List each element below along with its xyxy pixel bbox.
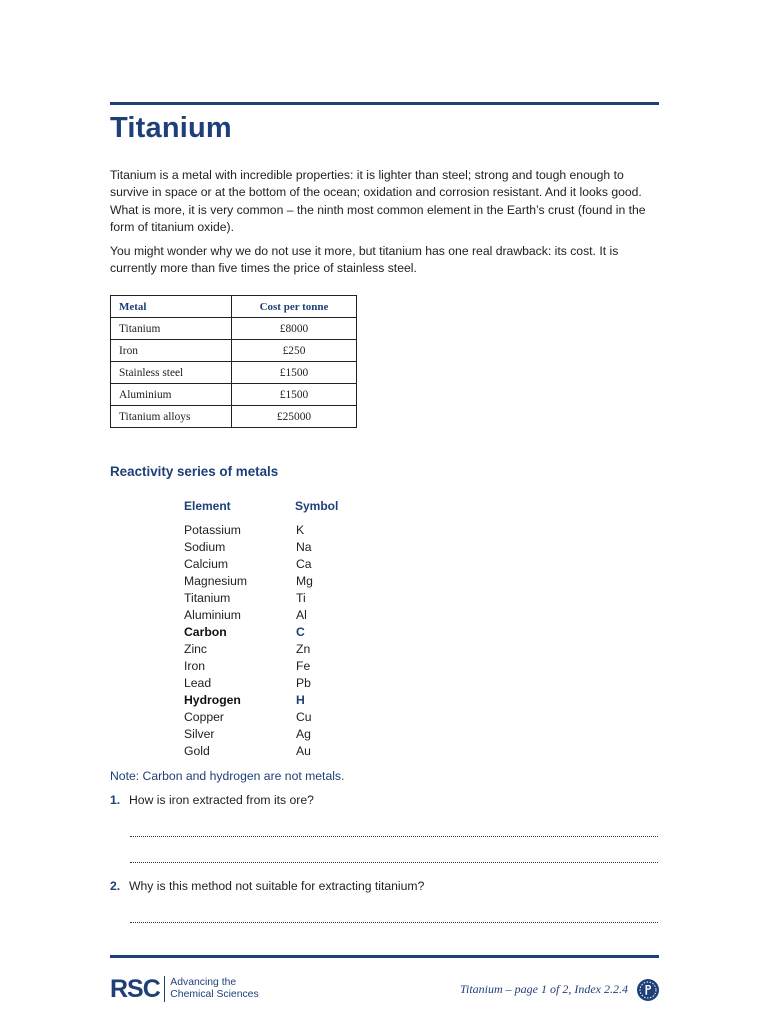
cost-cell: £25000 <box>232 406 357 428</box>
list-item <box>184 709 404 726</box>
list-item <box>184 573 404 590</box>
element-symbol: Cu <box>296 710 312 724</box>
element-symbol: C <box>296 625 305 639</box>
element-symbol: Mg <box>296 574 313 588</box>
list-item <box>184 607 404 624</box>
element-name: Gold <box>184 744 210 758</box>
logo-tagline-line-1: Advancing the <box>170 977 237 988</box>
intro-paragraph-2: You might wonder why we do not use it more, but titanium has one real drawback: its cost. It is currently more than five times the price of stainless steel. <box>110 244 619 276</box>
list-item <box>184 641 404 658</box>
table-row <box>111 384 357 406</box>
answer-line[interactable] <box>130 862 658 863</box>
list-item <box>184 743 404 760</box>
intro-paragraph-1: Titanium is a metal with incredible properties: it is lighter than steel; strong and tough enough to survive in space or at the bottom of the ocean; oxidation and corrosion resistant. And it looks good. What is more, it is very common – the ninth most common element in the Earth’s crust (found in the form of titanium oxide). <box>110 168 646 235</box>
element-symbol: Na <box>296 540 312 554</box>
question-number: 2. <box>110 879 121 893</box>
logo-divider <box>164 976 166 1002</box>
element-symbol: Ti <box>296 591 306 605</box>
element-name: Aluminium <box>184 608 241 622</box>
list-item <box>184 522 404 539</box>
list-item <box>184 590 404 607</box>
element-symbol: Zn <box>296 642 311 656</box>
table-row <box>111 318 357 340</box>
element-name: Copper <box>184 710 224 724</box>
element-symbol: Ca <box>296 557 312 571</box>
column-header-metal: Metal <box>111 296 232 318</box>
element-symbol: Ag <box>296 727 311 741</box>
element-name: Hydrogen <box>184 693 241 707</box>
header-rule <box>110 102 659 105</box>
element-name: Titanium <box>184 591 231 605</box>
element-symbol: Au <box>296 744 311 758</box>
element-name: Potassium <box>184 523 241 537</box>
element-name: Silver <box>184 727 215 741</box>
metal-cell: Stainless steel <box>111 362 232 384</box>
table-row <box>111 406 357 428</box>
element-name: Carbon <box>184 625 227 639</box>
table-row <box>111 362 357 384</box>
footer-rule <box>110 955 659 958</box>
element-name: Zinc <box>184 642 208 656</box>
symbol-column-header: Symbol <box>295 499 339 513</box>
list-item <box>184 726 404 743</box>
question-2 <box>110 879 424 893</box>
element-name: Lead <box>184 676 212 690</box>
rsc-logo <box>110 976 259 1002</box>
metal-cell: Titanium <box>111 318 232 340</box>
list-item <box>184 539 404 556</box>
answer-line[interactable] <box>130 922 658 923</box>
cost-cell: £1500 <box>232 362 357 384</box>
page-info: Titanium – page 1 of 2, Index 2.2.4 <box>460 982 628 996</box>
page-title: Titanium <box>110 112 232 144</box>
reactivity-list <box>184 522 404 760</box>
table-row <box>111 340 357 362</box>
list-item <box>184 675 404 692</box>
element-symbol: K <box>296 523 305 537</box>
cost-table <box>110 295 357 428</box>
answer-line[interactable] <box>130 836 658 837</box>
question-text: How is iron extracted from its ore? <box>129 793 314 807</box>
cost-cell: £8000 <box>232 318 357 340</box>
cost-table-header-row <box>111 296 357 318</box>
element-symbol: Pb <box>296 676 311 690</box>
metal-cell: Titanium alloys <box>111 406 232 428</box>
element-symbol: Fe <box>296 659 311 673</box>
element-symbol: H <box>296 693 305 707</box>
element-name: Calcium <box>184 557 229 571</box>
list-item <box>184 658 404 675</box>
metal-cell: Aluminium <box>111 384 232 406</box>
cost-cell: £250 <box>232 340 357 362</box>
list-item <box>184 692 404 709</box>
logo-tagline-line-2: Chemical Sciences <box>170 989 259 1000</box>
list-item <box>184 556 404 573</box>
question-1 <box>110 793 314 807</box>
reactivity-heading: Reactivity series of metals <box>110 464 279 479</box>
logo-tagline <box>170 977 258 1001</box>
element-name: Magnesium <box>184 574 247 588</box>
photocopiable-icon <box>636 978 660 1002</box>
cost-cell: £1500 <box>232 384 357 406</box>
element-symbol: Al <box>296 608 307 622</box>
note-text: Note: Carbon and hydrogen are not metals. <box>110 769 345 783</box>
logo-wordmark: RSC <box>110 975 160 1003</box>
list-item <box>184 624 404 641</box>
column-header-cost: Cost per tonne <box>232 296 357 318</box>
element-name: Iron <box>184 659 206 673</box>
metal-cell: Iron <box>111 340 232 362</box>
question-text: Why is this method not suitable for extracting titanium? <box>129 879 425 893</box>
element-column-header: Element <box>184 499 231 513</box>
element-name: Sodium <box>184 540 226 554</box>
question-number: 1. <box>110 793 121 807</box>
